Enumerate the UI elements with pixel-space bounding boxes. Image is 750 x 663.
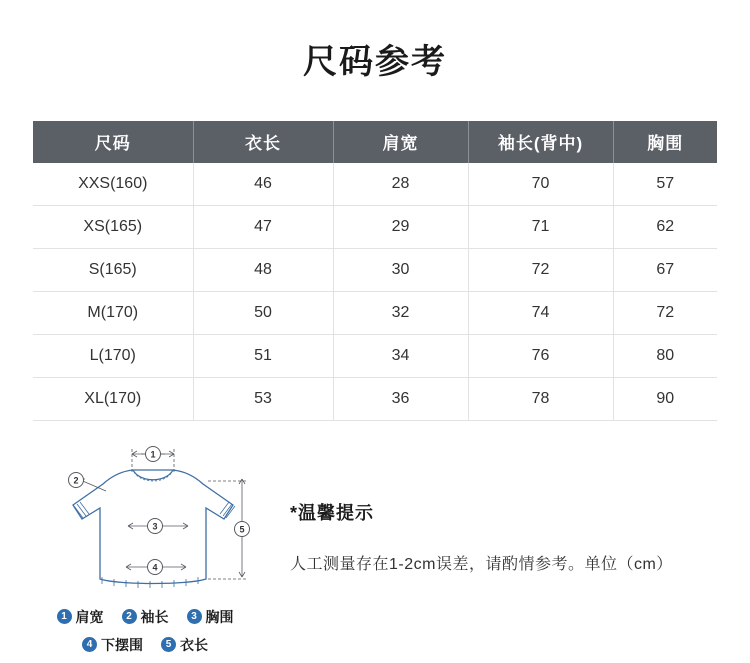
table-row bbox=[33, 291, 717, 334]
size-table-container bbox=[33, 121, 717, 421]
legend-row-2 bbox=[0, 635, 290, 655]
cell-size: XXS(160) bbox=[33, 163, 193, 206]
legend-label-length: 衣长 bbox=[180, 636, 208, 653]
table-row bbox=[33, 334, 717, 377]
cell-length: 47 bbox=[193, 205, 333, 248]
cell-bust: 90 bbox=[613, 377, 717, 420]
table-row bbox=[33, 163, 717, 206]
legend-number-3-icon: 3 bbox=[187, 609, 202, 624]
garment-diagram bbox=[28, 439, 278, 604]
legend-number-1-icon: 1 bbox=[57, 609, 72, 624]
cell-shoulder: 34 bbox=[333, 334, 468, 377]
diagram-marker-2: 2 bbox=[73, 475, 79, 486]
cell-shoulder: 32 bbox=[333, 291, 468, 334]
cell-sleeve: 71 bbox=[468, 205, 613, 248]
legend-item-bust bbox=[187, 607, 234, 627]
legend-item-hem bbox=[82, 635, 143, 655]
cell-sleeve: 70 bbox=[468, 163, 613, 206]
legend-label-bust: 胸围 bbox=[205, 608, 234, 625]
legend-item-length bbox=[161, 635, 208, 655]
cell-shoulder: 29 bbox=[333, 205, 468, 248]
column-header-shoulder: 肩宽 bbox=[333, 121, 468, 163]
notes-title: *温馨提示 bbox=[290, 502, 375, 523]
cell-size: L(170) bbox=[33, 334, 193, 377]
diagram-marker-4: 4 bbox=[152, 562, 158, 573]
cell-bust: 72 bbox=[613, 291, 717, 334]
cell-size: S(165) bbox=[33, 248, 193, 291]
cell-length: 46 bbox=[193, 163, 333, 206]
notes-body: 人工测量存在1-2cm误差，请酌情参考。单位（cm） bbox=[290, 555, 673, 573]
cell-size: XS(165) bbox=[33, 205, 193, 248]
cell-length: 51 bbox=[193, 334, 333, 377]
cell-size: XL(170) bbox=[33, 377, 193, 420]
cell-shoulder: 36 bbox=[333, 377, 468, 420]
legend-label-shoulder: 肩宽 bbox=[75, 608, 104, 625]
diagram-marker-3: 3 bbox=[152, 521, 158, 532]
cell-sleeve: 74 bbox=[468, 291, 613, 334]
page-title: 尺码参考 bbox=[303, 43, 447, 81]
size-table bbox=[33, 121, 717, 421]
cell-sleeve: 78 bbox=[468, 377, 613, 420]
table-header-row bbox=[33, 121, 717, 163]
legend-item-shoulder bbox=[57, 607, 104, 627]
column-header-size: 尺码 bbox=[33, 121, 193, 163]
cell-size: M(170) bbox=[33, 291, 193, 334]
bottom-section bbox=[0, 439, 750, 659]
cell-sleeve: 76 bbox=[468, 334, 613, 377]
table-row bbox=[33, 377, 717, 420]
legend bbox=[0, 607, 290, 663]
cell-bust: 67 bbox=[613, 248, 717, 291]
notes-block bbox=[290, 499, 720, 574]
cell-length: 53 bbox=[193, 377, 333, 420]
column-header-bust: 胸围 bbox=[613, 121, 717, 163]
cell-bust: 57 bbox=[613, 163, 717, 206]
table-row bbox=[33, 248, 717, 291]
cell-length: 50 bbox=[193, 291, 333, 334]
legend-row-1 bbox=[0, 607, 290, 627]
cell-shoulder: 30 bbox=[333, 248, 468, 291]
diagram-marker-5: 5 bbox=[239, 524, 245, 535]
cell-shoulder: 28 bbox=[333, 163, 468, 206]
column-header-length: 衣长 bbox=[193, 121, 333, 163]
legend-item-sleeve bbox=[122, 607, 169, 627]
legend-number-2-icon: 2 bbox=[122, 609, 137, 624]
cell-bust: 80 bbox=[613, 334, 717, 377]
cell-bust: 62 bbox=[613, 205, 717, 248]
column-header-sleeve: 袖长(背中) bbox=[468, 121, 613, 163]
diagram-marker-1: 1 bbox=[150, 449, 156, 460]
legend-number-4-icon: 4 bbox=[82, 637, 97, 652]
cell-length: 48 bbox=[193, 248, 333, 291]
legend-number-5-icon: 5 bbox=[161, 637, 176, 652]
table-row bbox=[33, 205, 717, 248]
legend-label-hem: 下摆围 bbox=[101, 636, 143, 653]
legend-label-sleeve: 袖长 bbox=[140, 608, 169, 625]
cell-sleeve: 72 bbox=[468, 248, 613, 291]
